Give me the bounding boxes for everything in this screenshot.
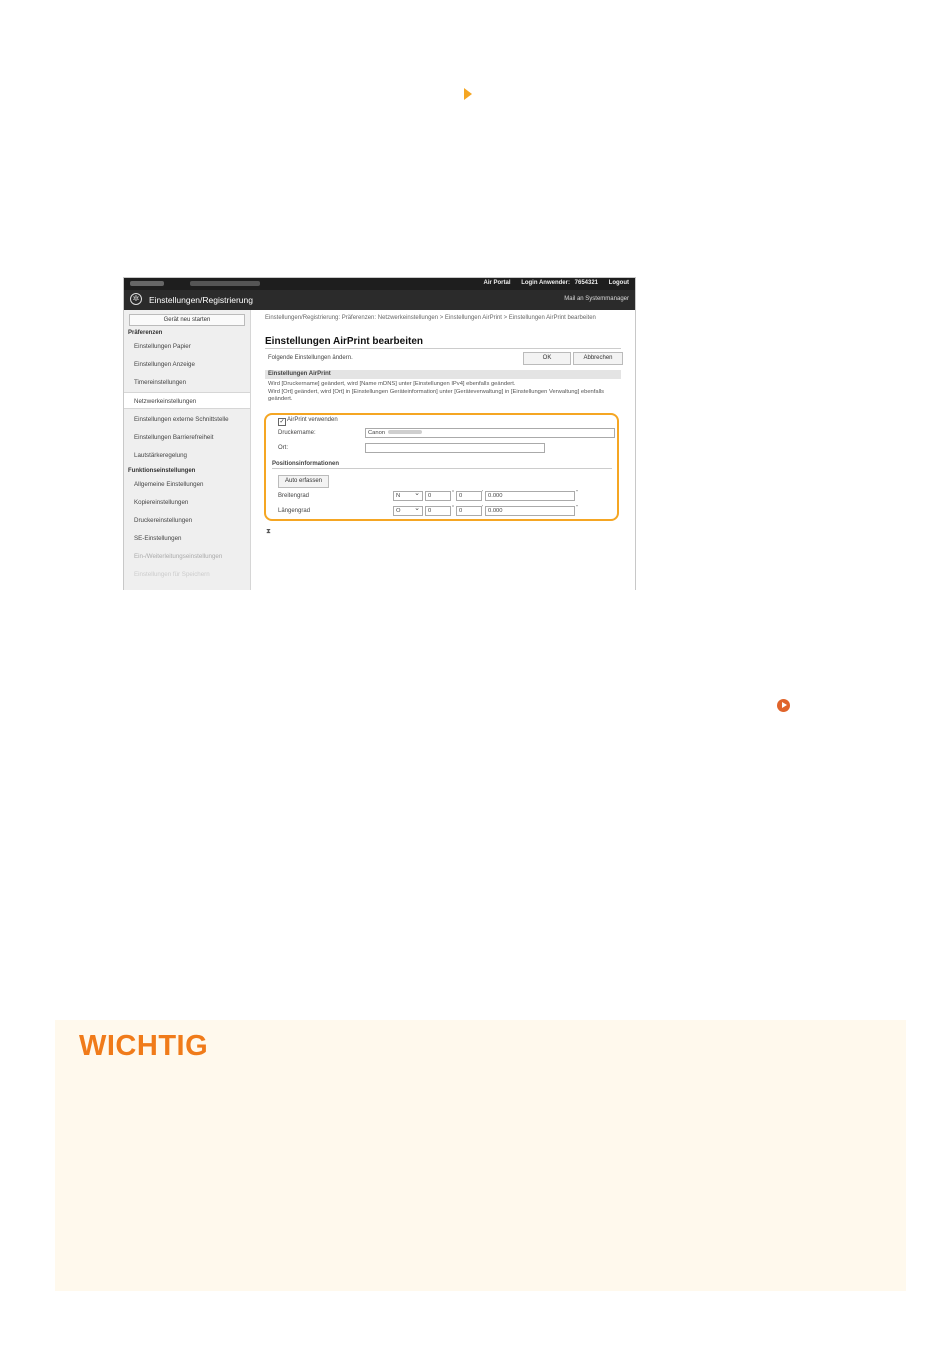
sidebar-item-network[interactable]: Netzwerkeinstellungen bbox=[124, 392, 250, 409]
note-line-1: Wird [Druckername] geändert, wird [Name mDNS] unter [Einstellungen IPv4] ebenfalls geändert. bbox=[268, 381, 516, 387]
longitude-direction-select[interactable]: O ⌄ bbox=[393, 506, 423, 516]
breadcrumb: Einstellungen/Registrierung: Präferenzen: Netzwerkeinstellungen > Einstellungen AirPrint > Einstellungen AirPrint bearbeiten bbox=[265, 315, 596, 321]
mail-admin-link[interactable]: Mail an Systemmanager bbox=[564, 296, 629, 302]
latitude-direction-select[interactable]: N ⌄ bbox=[393, 491, 423, 501]
settings-logo-icon: ✲ bbox=[130, 293, 142, 305]
degree-symbol: ° bbox=[452, 490, 454, 496]
info-note bbox=[268, 381, 613, 404]
sidebar-item-storage[interactable]: Einstellungen für Speichern bbox=[134, 571, 210, 578]
sidebar-item-se[interactable]: SE-Einstellungen bbox=[134, 535, 182, 542]
sidebar-item-paper[interactable]: Einstellungen Papier bbox=[134, 343, 191, 350]
longitude-seconds-input[interactable]: 0.000 bbox=[485, 506, 575, 516]
link-arrow-icon[interactable] bbox=[777, 699, 790, 712]
location-label: Ort: bbox=[278, 445, 288, 451]
minute-symbol: ' bbox=[482, 505, 483, 511]
hourglass-icon: ⧗ bbox=[266, 528, 271, 535]
app-title: Einstellungen/Registrierung bbox=[149, 295, 253, 305]
sidebar-item-printer[interactable]: Druckereinstellungen bbox=[134, 517, 193, 524]
second-symbol: " bbox=[576, 490, 578, 496]
degree-symbol: ° bbox=[452, 505, 454, 511]
sidebar-item-copy[interactable]: Kopiereinstellungen bbox=[134, 499, 189, 506]
sidebar-item-timer[interactable]: Timereinstellungen bbox=[134, 379, 187, 386]
use-airprint-label: AirPrint verwenden bbox=[287, 417, 338, 423]
sidebar bbox=[124, 310, 251, 590]
printer-name-label: Druckername: bbox=[278, 430, 316, 436]
sidebar-item-forwarding[interactable]: Ein-/Weiterleitungseinstellungen bbox=[134, 553, 223, 560]
divider bbox=[265, 348, 621, 349]
second-symbol: " bbox=[576, 505, 578, 511]
printer-name-input[interactable] bbox=[365, 428, 615, 438]
location-input[interactable] bbox=[365, 443, 545, 453]
sidebar-item-general[interactable]: Allgemeine Einstellungen bbox=[134, 481, 204, 488]
blurred-device-name bbox=[130, 281, 164, 286]
use-airprint-checkbox[interactable]: ✓ bbox=[279, 419, 285, 425]
cancel-button[interactable]: Abbrechen bbox=[573, 352, 623, 365]
divider bbox=[272, 468, 612, 469]
restart-device-button[interactable]: Gerät neu starten bbox=[129, 314, 245, 326]
ok-button[interactable]: OK bbox=[523, 352, 571, 365]
section-header-airprint: Einstellungen AirPrint bbox=[265, 370, 621, 379]
top-links bbox=[475, 280, 630, 286]
air-portal-link[interactable]: Air Portal bbox=[483, 280, 511, 286]
auto-detect-button[interactable]: Auto erfassen bbox=[278, 475, 329, 488]
latitude-label: Breitengrad bbox=[278, 493, 310, 499]
important-heading: WICHTIG bbox=[79, 1030, 209, 1062]
sidebar-section-preferences: Präferenzen bbox=[128, 330, 163, 336]
latitude-minutes-input[interactable]: 0 bbox=[456, 491, 482, 501]
longitude-minutes-input[interactable]: 0 bbox=[456, 506, 482, 516]
latitude-degrees-input[interactable]: 0 bbox=[425, 491, 451, 501]
sidebar-item-external-interface[interactable]: Einstellungen externe Schnittstelle bbox=[134, 416, 229, 423]
play-arrow-icon[interactable] bbox=[464, 88, 472, 100]
sidebar-section-functions: Funktionseinstellungen bbox=[128, 468, 196, 474]
latitude-seconds-input[interactable]: 0.000 bbox=[485, 491, 575, 501]
position-info-header: Positionsinformationen bbox=[272, 461, 340, 467]
note-line-2: Wird [Ort] geändert, wird [Ort] in [Einstellungen Geräteinformation] unter [Geräteverwaltung] in [Einstellungen Verwaltung] ebenfalls geändert. bbox=[268, 388, 605, 402]
minute-symbol: ' bbox=[482, 490, 483, 496]
login-user-label: Login Anwender: bbox=[521, 280, 570, 286]
login-user-id: 7654321 bbox=[574, 280, 598, 286]
sidebar-item-volume[interactable]: Lautstärkeregelung bbox=[134, 452, 187, 459]
change-instructions: Folgende Einstellungen ändern. bbox=[268, 355, 353, 361]
logout-link[interactable]: Logout bbox=[608, 280, 629, 286]
sidebar-item-display[interactable]: Einstellungen Anzeige bbox=[134, 361, 195, 368]
web-ui-screenshot bbox=[123, 277, 636, 590]
printer-name-value: Canon bbox=[368, 430, 386, 436]
longitude-label: Längengrad bbox=[278, 508, 311, 514]
blurred-device-address bbox=[190, 281, 260, 286]
longitude-degrees-input[interactable]: 0 bbox=[425, 506, 451, 516]
blurred-model-name bbox=[388, 430, 422, 434]
page-title: Einstellungen AirPrint bearbeiten bbox=[265, 336, 423, 347]
top-bar bbox=[124, 278, 635, 290]
app-bar bbox=[124, 290, 635, 310]
sidebar-item-accessibility[interactable]: Einstellungen Barrierefreiheit bbox=[134, 434, 214, 441]
